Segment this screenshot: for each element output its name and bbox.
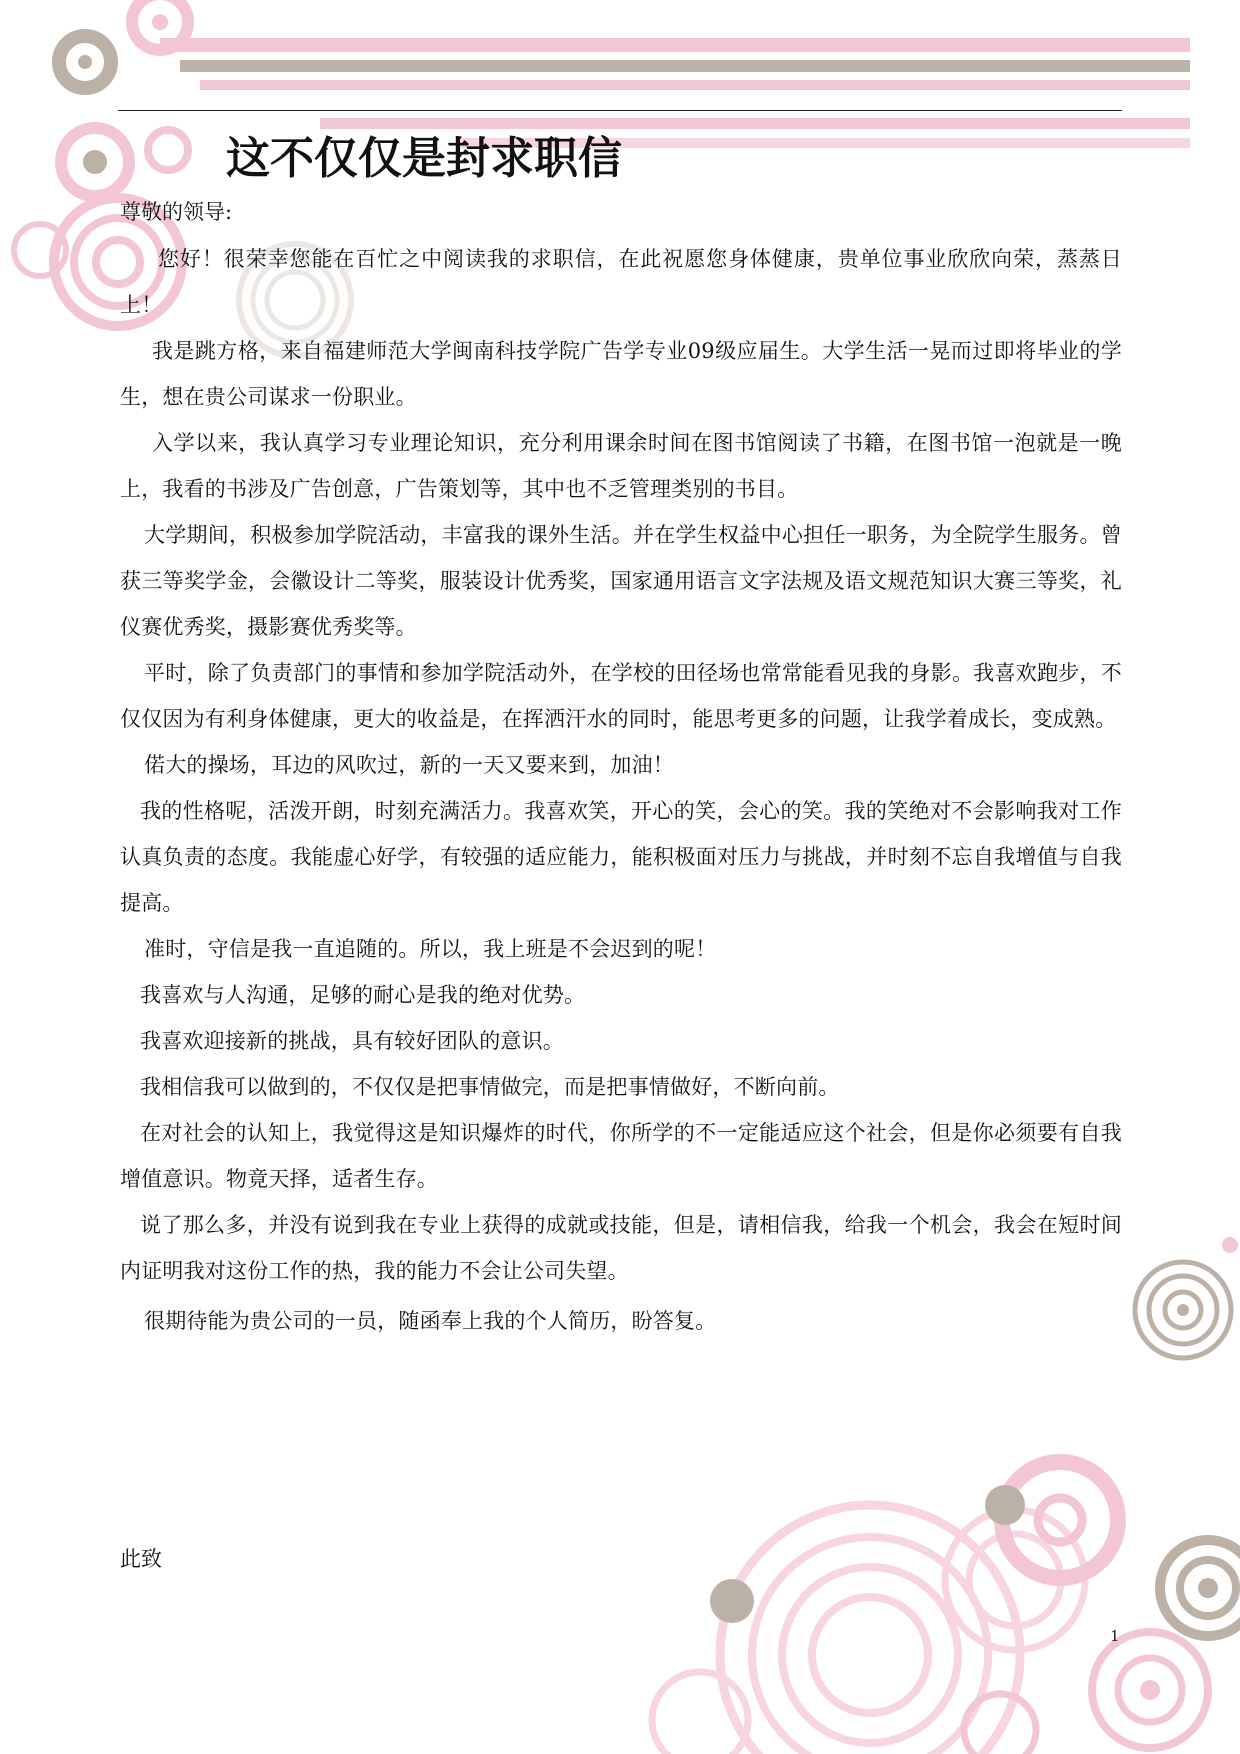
- paragraph: 我的性格呢，活泼开朗，时刻充满活力。我喜欢笑，开心的笑，会心的笑。我的笑绝对不会影响我对工作认真负责的态度。我能虚心好学，有较强的适应能力，能积极面对压力与挑战，并时刻不忘自我增值与自我提高。: [120, 799, 1122, 915]
- paragraph: 我是跳方格，来自福建师范大学闽南科技学院广告学专业09级应届生。大学生活一晃而过即将毕业的学生，想在贵公司谋求一份职业。: [120, 339, 1122, 409]
- paragraph: 很期待能为贵公司的一员，随函奉上我的个人简历，盼答复。: [144, 1309, 717, 1333]
- salutation: 尊敬的领导:: [120, 200, 233, 224]
- paragraph: 大学期间，积极参加学院活动，丰富我的课外生活。并在学生权益中心担任一职务，为全院学生服务。曾获三等奖学金，会徽设计二等奖，服装设计优秀奖，国家通用语言文字法规及语文规范知识大赛三等奖，礼仪赛优秀奖，摄影赛优秀奖等。: [120, 523, 1122, 639]
- paragraph: 准时，守信是我一直追随的。所以，我上班是不会迟到的呢！: [144, 937, 717, 961]
- header-rule: [118, 110, 1122, 111]
- paragraph: 在对社会的认知上，我觉得这是知识爆炸的时代，你所学的不一定能适应这个社会，但是你必须要有自我增值意识。物竟天择，适者生存。: [120, 1121, 1122, 1191]
- paragraph: 平时，除了负责部门的事情和参加学院活动外，在学校的田径场也常常能看见我的身影。我喜欢跑步，不仅仅因为有利身体健康，更大的收益是，在挥洒汗水的同时，能思考更多的问题，让我学着成长，变成熟。: [120, 661, 1122, 731]
- paragraph: 您好！很荣幸您能在百忙之中阅读我的求职信，在此祝愿您身体健康，贵单位事业欣欣向荣，蒸蒸日上！: [120, 247, 1122, 317]
- paragraph: 偌大的操场，耳边的风吹过，新的一天又要来到，加油！: [144, 753, 674, 777]
- paragraph: 我喜欢迎接新的挑战，具有较好团队的意识。: [140, 1029, 564, 1053]
- paragraph: 我喜欢与人沟通，足够的耐心是我的绝对优势。: [140, 983, 586, 1007]
- paragraph: 说了那么多，并没有说到我在专业上获得的成就或技能，但是，请相信我，给我一个机会，我会在短时间内证明我对这份工作的热，我的能力不会让公司失望。: [120, 1213, 1122, 1283]
- letter-body: [120, 236, 1122, 1344]
- closing: 此致: [120, 1547, 162, 1571]
- document-title: 这不仅仅是封求职信: [226, 133, 622, 184]
- page-number: 1: [1110, 1627, 1120, 1645]
- paragraph: 我相信我可以做到的，不仅仅是把事情做完，而是把事情做好，不断向前。: [140, 1075, 840, 1099]
- paragraph: 入学以来，我认真学习专业理论知识，充分利用课余时间在图书馆阅读了书籍，在图书馆一泡就是一晚上，我看的书涉及广告创意，广告策划等，其中也不乏管理类别的书目。: [120, 431, 1122, 501]
